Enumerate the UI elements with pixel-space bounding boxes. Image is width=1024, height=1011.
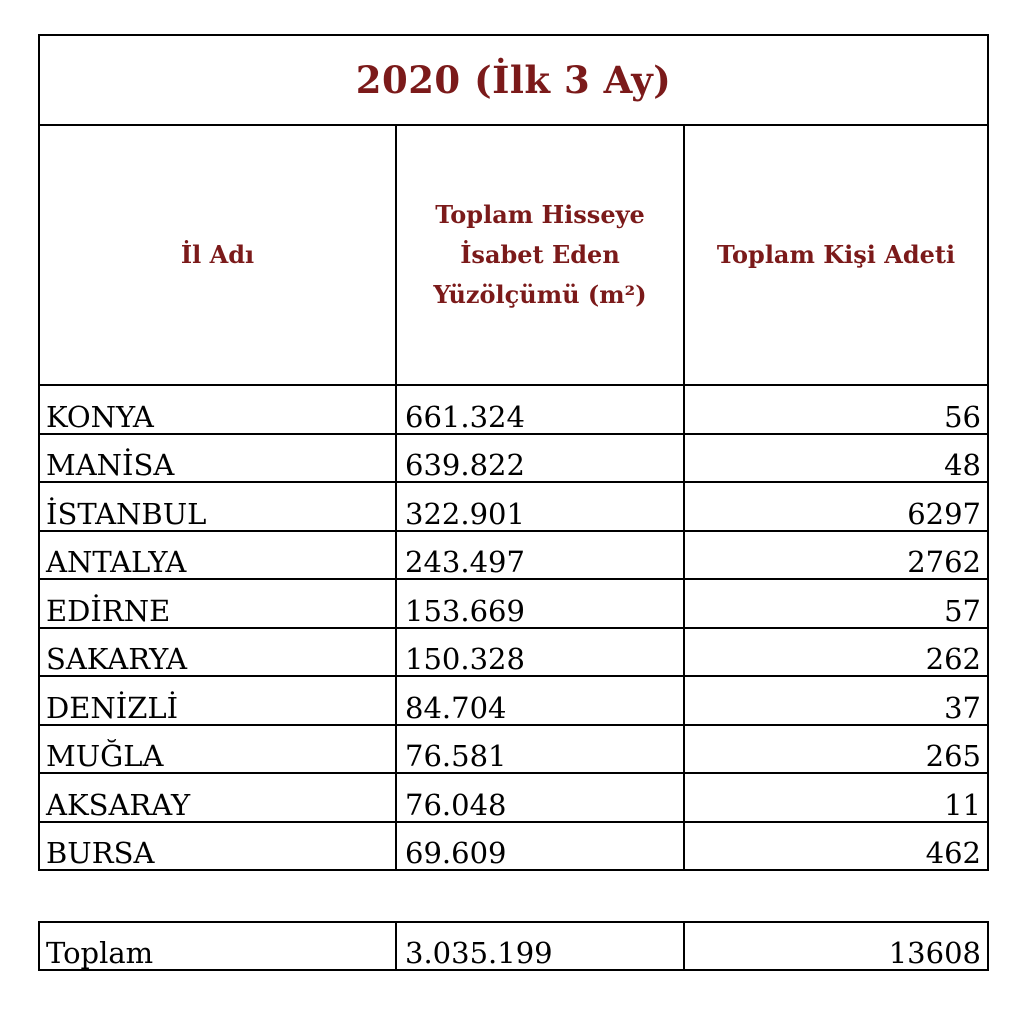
cell-people: 11 xyxy=(684,773,988,822)
total-people: 13608 xyxy=(684,922,988,970)
cell-people: 6297 xyxy=(684,482,988,531)
data-table xyxy=(38,34,989,871)
table-row xyxy=(39,579,988,628)
header-row xyxy=(39,125,988,385)
table-row xyxy=(39,482,988,531)
table-title: 2020 (İlk 3 Ay) xyxy=(39,35,988,125)
cell-area: 76.581 xyxy=(396,725,684,774)
cell-province: ANTALYA xyxy=(39,531,396,580)
cell-province: EDİRNE xyxy=(39,579,396,628)
header-province: İl Adı xyxy=(39,125,396,385)
cell-area: 84.704 xyxy=(396,676,684,725)
cell-people: 56 xyxy=(684,385,988,434)
table-row xyxy=(39,773,988,822)
cell-province: DENİZLİ xyxy=(39,676,396,725)
cell-people: 48 xyxy=(684,434,988,483)
cell-province: BURSA xyxy=(39,822,396,871)
table-row xyxy=(39,725,988,774)
table-row xyxy=(39,628,988,677)
cell-area: 153.669 xyxy=(396,579,684,628)
table-row xyxy=(39,676,988,725)
cell-people: 37 xyxy=(684,676,988,725)
cell-province: SAKARYA xyxy=(39,628,396,677)
cell-area: 243.497 xyxy=(396,531,684,580)
total-row xyxy=(39,922,988,970)
total-area: 3.035.199 xyxy=(396,922,684,970)
cell-people: 265 xyxy=(684,725,988,774)
table-row xyxy=(39,531,988,580)
cell-province: MANİSA xyxy=(39,434,396,483)
total-table xyxy=(38,921,989,971)
cell-area: 69.609 xyxy=(396,822,684,871)
cell-people: 462 xyxy=(684,822,988,871)
total-label: Toplam xyxy=(39,922,396,970)
table-row xyxy=(39,434,988,483)
header-area: Toplam Hisseye İsabet Eden Yüzölçümü (m²) xyxy=(396,125,684,385)
cell-area: 661.324 xyxy=(396,385,684,434)
cell-people: 57 xyxy=(684,579,988,628)
cell-area: 76.048 xyxy=(396,773,684,822)
cell-province: KONYA xyxy=(39,385,396,434)
cell-province: MUĞLA xyxy=(39,725,396,774)
cell-people: 2762 xyxy=(684,531,988,580)
cell-area: 639.822 xyxy=(396,434,684,483)
table-row xyxy=(39,822,988,871)
cell-area: 150.328 xyxy=(396,628,684,677)
cell-province: İSTANBUL xyxy=(39,482,396,531)
header-people: Toplam Kişi Adeti xyxy=(684,125,988,385)
cell-area: 322.901 xyxy=(396,482,684,531)
cell-people: 262 xyxy=(684,628,988,677)
table-row xyxy=(39,385,988,434)
cell-province: AKSARAY xyxy=(39,773,396,822)
title-row xyxy=(39,35,988,125)
